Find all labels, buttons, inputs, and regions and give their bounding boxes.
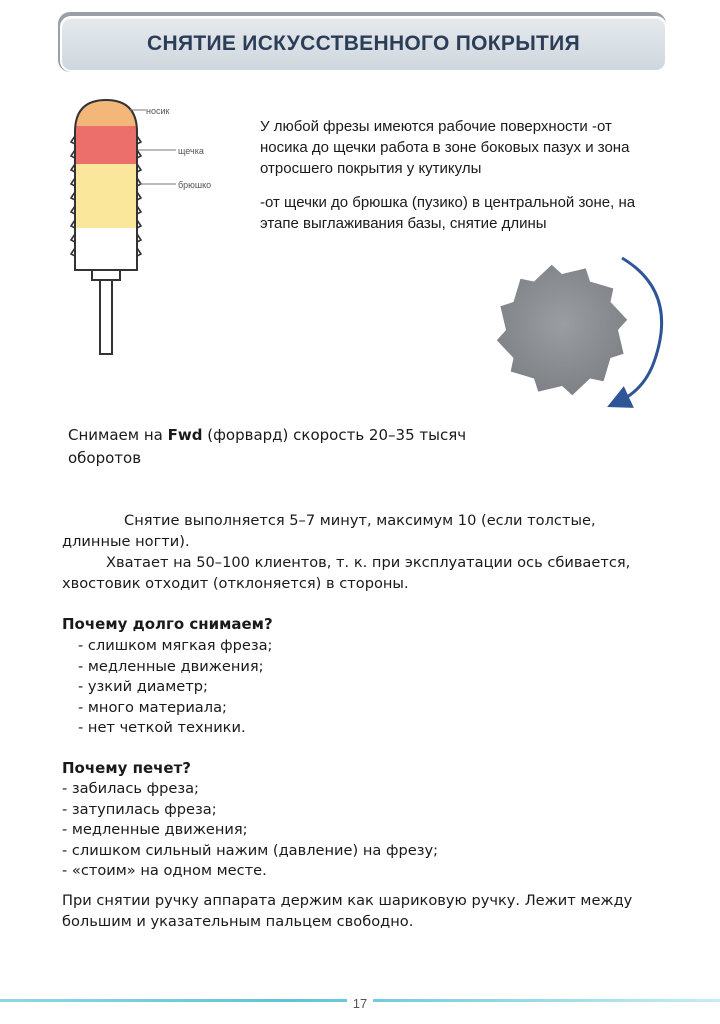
list-item: - забилась фреза; [62, 780, 199, 797]
intro-paragraph-1: У любой фрезы имеются рабочие поверхности -от носика до щечки работа в зоне боковых пазух и зона отросшего покрытия у кутикулы [260, 118, 630, 177]
list-item: - узкий диаметр; [78, 678, 208, 695]
duration-text [62, 510, 662, 594]
intro-paragraph-2: -от щечки до брюшка (пузико) в центральной зоне, на этапе выглаживания базы, снятие длины [260, 194, 636, 232]
header-banner [60, 16, 667, 72]
outro-text: При снятии ручку аппарата держим как шариковую ручку. Лежит между большим и указательным пальцем свободно. [62, 892, 633, 930]
label-tip: носик [146, 106, 170, 116]
duration-line-1: Снятие выполняется 5–7 минут, максимум 10 (если толстые, длинные ногти). [62, 512, 596, 550]
page-title: СНЯТИЕ ИСКУССТВЕННОГО ПОКРЫТИЯ [147, 32, 580, 55]
label-cheek: щечка [178, 146, 204, 156]
duration-line-2: Хватает на 50–100 клиентов, т. к. при эксплуатации ось сбивается, хвостовик отходит (отклоняется) в стороны. [62, 554, 631, 592]
list-item: - слишком сильный нажим (давление) на фрезу; [62, 841, 439, 859]
bur-shank [100, 280, 112, 354]
rotating-disc [497, 265, 627, 395]
speed-mode: Fwd [167, 426, 203, 444]
list-item: - много материала; [78, 698, 227, 716]
intro-text [260, 116, 660, 234]
speed-prefix: Снимаем на [68, 426, 168, 444]
label-belly: брюшко [178, 180, 212, 190]
speed-suffix: (форвард) скорость 20–35 тысяч оборотов [68, 426, 467, 467]
list-item: - нет четкой техники. [78, 719, 246, 736]
list-item: - затупилась фреза; [62, 800, 217, 818]
why-burns-title: Почему печет? [62, 759, 191, 777]
list-item: - слишком мягкая фреза; [78, 637, 273, 654]
clockwise-arrow-icon [618, 258, 662, 402]
list-item: - медленные движения; [62, 821, 248, 838]
list-item: - медленные движения; [78, 657, 264, 675]
page-number-label: 17 [347, 996, 373, 1011]
page-number [0, 996, 720, 1011]
bur-collar [92, 270, 120, 280]
why-long-title: Почему долго снимаем? [62, 615, 273, 633]
rotation-diagram [494, 252, 674, 422]
list-item: - «стоим» на одном месте. [62, 862, 267, 879]
why-burns-list [62, 779, 438, 882]
bur-diagram [60, 96, 240, 358]
why-long-list [78, 636, 272, 739]
speed-text [68, 424, 468, 470]
